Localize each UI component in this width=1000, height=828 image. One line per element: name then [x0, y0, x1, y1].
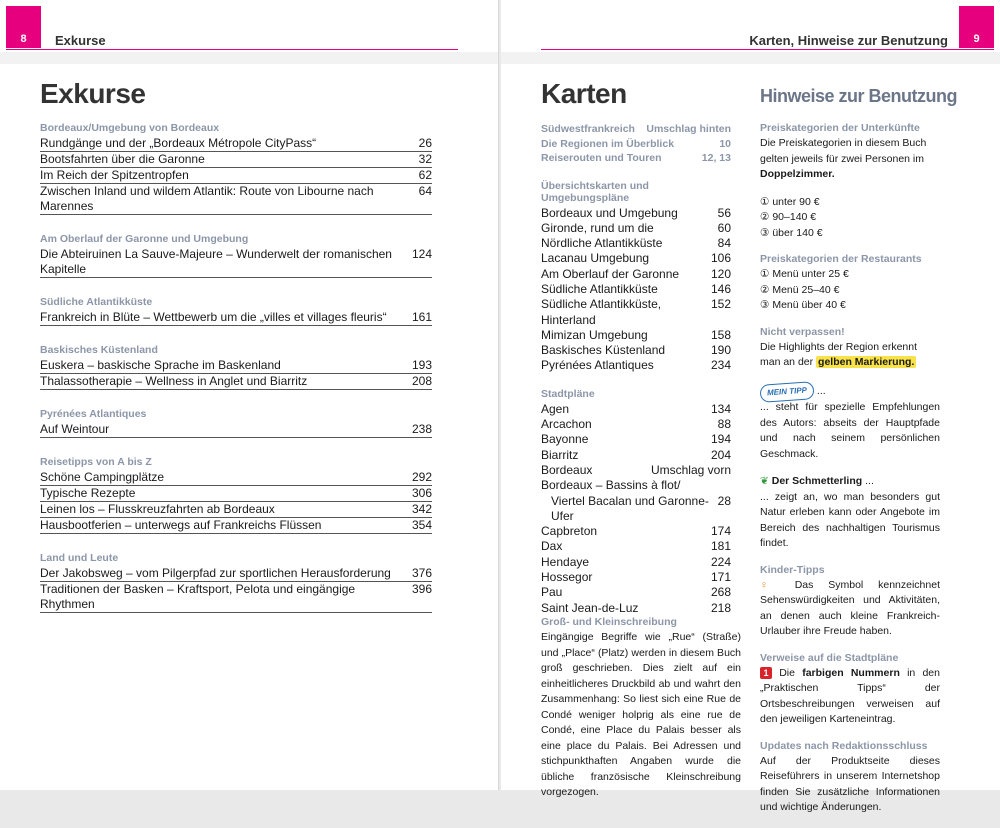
section-heading: Bordeaux/Umgebung von Bordeaux — [40, 122, 220, 134]
map-page: 204 — [710, 447, 731, 462]
toc-entry-page: 376 — [411, 566, 432, 580]
karten-list — [541, 122, 731, 630]
section-heading: Updates nach Redaktionsschluss — [760, 739, 928, 752]
map-name: Lacanau Umgebung — [541, 251, 650, 266]
map-name: Pyrénées Atlantiques — [541, 358, 654, 373]
karten-overview-list — [541, 122, 731, 166]
toc-entry[interactable] — [40, 152, 432, 168]
map-page: 190 — [710, 343, 731, 358]
toc-entry[interactable] — [40, 502, 432, 518]
map-name: Bayonne — [541, 432, 589, 447]
map-list-item — [541, 297, 731, 328]
toc-entry[interactable] — [40, 566, 432, 582]
toc-entry[interactable] — [40, 374, 432, 390]
map-name: Am Oberlauf der Garonne — [541, 266, 680, 281]
map-list-item — [541, 267, 731, 282]
map-page: 88 — [717, 417, 731, 432]
toc-entry-page: 354 — [411, 518, 432, 532]
price-category-item: ① unter 90 € — [760, 195, 820, 208]
map-page: 120 — [710, 266, 731, 281]
map-page: 174 — [710, 524, 731, 539]
map-list-item — [541, 151, 731, 166]
map-number-icon: 1 — [760, 667, 772, 679]
map-page: 60 — [717, 220, 731, 235]
toc-entry[interactable] — [40, 422, 432, 438]
toc-entry-label: Euskera – baskische Sprache im Baskenland — [40, 358, 281, 372]
note-text: Eingängige Begriffe wie „Rue“ (Straße) und „Place“ (Platz) werden in diesem Buch groß geschrieben. Dies zielt auf ein einheitlicheres Druckbild ab und wahrt den Zusammenhang: So liest sich eine Rue de Condé weniger holprig als eine rue de Condé, eine Place du Palais besser als eine place du Palais. Bei Adressen und stichpunkthaften Angaben wurde die übliche französische Kleinschreibung vorgezogen. — [541, 631, 741, 798]
section-heading: Am Oberlauf der Garonne und Umgebung — [40, 233, 249, 245]
toc-entry[interactable] — [40, 518, 432, 534]
map-name: Saint Jean-de-Luz — [541, 600, 639, 615]
map-name: Arcachon — [541, 417, 592, 432]
toc-entry-label: Hausbootferien – unterwegs auf Frankreichs Flüssen — [40, 518, 322, 532]
toc-group — [40, 122, 432, 215]
map-name: Nördliche Atlantikküste — [541, 236, 663, 251]
child-icon: ♀ — [760, 578, 780, 591]
map-page: 171 — [710, 570, 731, 585]
updates-text: Auf der Produktseite dieses Reiseführers in unserem Internetshop finden Sie zusätzliche Informationen und wichtige Änderungen. — [760, 754, 940, 813]
map-list-item — [541, 221, 731, 236]
map-page: 181 — [710, 539, 731, 554]
section-heading: Groß- und Kleinschreibung — [541, 616, 677, 628]
map-page: 146 — [710, 281, 731, 296]
section-heading: Übersichtskarten und Umgebungspläne — [541, 179, 649, 204]
toc-entry-label: Typische Rezepte — [40, 486, 136, 500]
running-header: Karten, Hinweise zur Benutzung — [749, 33, 948, 48]
mein-tipp-icon: MEIN TIPP — [759, 381, 814, 402]
kinder-tipps-section: Kinder-Tipps ♀ Das Symbol kennzeichnet Sehenswürdigkeiten und Aktivitäten, an denen auch kleine Frankreich-Urlauber ihre Freude haben. — [760, 563, 940, 637]
toc-entry-label: Rundgänge und der „Bordeaux Métropole CityPass“ — [40, 136, 317, 150]
toc-entry[interactable] — [40, 358, 432, 374]
map-list-item — [541, 585, 731, 600]
section-heading: Kinder-Tipps — [760, 563, 825, 576]
section-heading: Land und Leute — [40, 552, 119, 564]
map-name: Hendaye — [541, 554, 590, 569]
toc-entry-label: Die Abteiruinen La Sauve-Majeure – Wunderwelt der romanischen Kapitelle — [40, 247, 392, 276]
map-page: 12, 13 — [701, 152, 731, 164]
toc-entry-label: Traditionen der Basken – Kraftsport, Pelota und eingängige Rhythmen — [40, 582, 356, 611]
map-name: Viertel Bacalan und Garonne-Ufer — [551, 493, 709, 523]
map-page: 158 — [710, 327, 731, 342]
toc-entry-label: Frankreich in Blüte – Wettbewerb um die „villes et villages fleuris“ — [40, 310, 387, 324]
map-name: Biarritz — [541, 447, 579, 462]
map-name: Bordeaux – Bassins à flot/ — [541, 478, 681, 493]
map-name: Mimizan Umgebung — [541, 327, 648, 342]
toc-entry[interactable] — [40, 310, 432, 326]
map-page: 234 — [710, 358, 731, 373]
toc-entry-page: 238 — [411, 422, 432, 436]
price-category-item: ② 90–140 € — [760, 211, 817, 223]
karten-uebersicht-group — [541, 180, 731, 374]
map-list-item — [541, 282, 731, 297]
left-page-header — [0, 0, 498, 64]
map-page: 194 — [710, 432, 731, 447]
toc-entry[interactable] — [40, 168, 432, 184]
map-name: Pau — [541, 585, 563, 600]
map-name: Hossegor — [541, 570, 593, 585]
toc-entry-label: Thalassotherapie – Wellness in Anglet und Biarritz — [40, 374, 308, 388]
updates-section — [760, 740, 940, 816]
map-name: Südliche Atlantikküste, Hinterland — [541, 297, 662, 327]
section-heading: Nicht verpassen! — [760, 325, 845, 338]
toc-group — [40, 233, 432, 278]
map-page: Umschlag vorn — [650, 462, 731, 477]
toc-entry-page: 342 — [411, 502, 432, 516]
page-title: Exkurse — [40, 78, 146, 109]
toc-entry-page: 26 — [418, 136, 432, 150]
section-heading: Baskisches Küstenland — [40, 344, 158, 356]
section-heading: Stadtpläne — [541, 387, 595, 400]
toc-entry-label: Zwischen Inland und wildem Atlantik: Route von Libourne nach Marennes — [40, 184, 374, 213]
toc-entry[interactable] — [40, 582, 432, 613]
toc-entry-label: Schöne Campingplätze — [40, 470, 165, 484]
map-name: Die Regionen im Überblick — [541, 137, 675, 150]
map-list-item — [541, 494, 731, 525]
page-number: 8 — [6, 6, 41, 48]
mein-tipp-section: MEIN TIPP ... ... steht für spezielle Empfehlungen des Autors: abseits der Hauptpfade und nach seinem persönlichen Geschmack. — [760, 383, 940, 463]
header-rule — [6, 49, 458, 50]
map-list-item — [541, 122, 731, 137]
toc-entry-page: 161 — [411, 310, 432, 324]
map-list-item — [541, 343, 731, 358]
map-list-item — [541, 417, 731, 432]
map-list-item — [541, 328, 731, 343]
nicht-verpassen-text: Die Highlights der Region erkennt man an der gelben Markierung. — [760, 340, 918, 368]
page-number: 9 — [959, 6, 994, 48]
nicht-verpassen-section — [760, 326, 940, 371]
map-list-item — [541, 358, 731, 373]
map-page: 268 — [710, 585, 731, 600]
toc-entry-label: Auf Weintour — [40, 422, 110, 436]
map-page: Umschlag hinten — [646, 123, 731, 135]
left-page — [0, 0, 499, 790]
map-page: 134 — [710, 401, 731, 416]
toc-entry[interactable] — [40, 184, 432, 215]
price-category-item: ③ Menü über 40 € — [760, 299, 846, 311]
hinweise-column — [760, 122, 940, 828]
karten-stadt-group — [541, 388, 731, 616]
toc-entry[interactable] — [40, 136, 432, 152]
map-list-item — [541, 448, 731, 463]
map-list-item — [541, 432, 731, 447]
highlight-marker: gelben Markierung. — [818, 356, 915, 368]
map-list-item — [541, 137, 731, 152]
map-page: 56 — [717, 205, 731, 220]
header-band — [0, 52, 498, 64]
map-list-item — [541, 601, 731, 616]
price-category-item: ③ über 140 € — [760, 226, 823, 239]
map-list-item — [541, 555, 731, 570]
toc-entry[interactable] — [40, 470, 432, 486]
map-name: Agen — [541, 401, 570, 416]
toc-entry-page: 396 — [411, 582, 432, 596]
butterfly-icon: ❦ — [760, 475, 769, 487]
toc-group — [40, 408, 432, 438]
map-list-item — [541, 524, 731, 539]
unterkuenfte-text: Die Preiskategorien in diesem Buch gelten jeweils für zwei Personen im Doppelzimmer. — [760, 137, 927, 180]
schmetterling-text: ... zeigt an, wo man besonders gut Natur erleben kann oder Angebote im Bereich des nachhaltigen Tourismus findet. — [760, 490, 940, 549]
section-heading: Pyrénées Atlantiques — [40, 408, 147, 420]
toc-entry-page: 292 — [411, 470, 432, 484]
toc-entry-page: 64 — [418, 184, 432, 198]
map-page: 10 — [719, 137, 731, 150]
section-heading: Preiskategorien der Unterkünfte — [760, 122, 920, 134]
map-name: Gironde, rund um die — [541, 220, 654, 235]
hinweise-title: Hinweise zur Benutzung — [760, 86, 958, 106]
toc-entry-page: 124 — [411, 247, 432, 261]
price-category-item: ② Menü 25–40 € — [760, 283, 840, 296]
map-name: Bordeaux und Umgebung — [541, 205, 678, 220]
karten-title: Karten — [541, 78, 627, 109]
header-rule — [541, 49, 994, 50]
section-heading: Reisetipps von A bis Z — [40, 456, 152, 468]
map-list-item — [541, 402, 731, 417]
map-name: Reiserouten und Touren — [541, 152, 662, 164]
mein-tipp-text: ... steht für spezielle Empfehlungen des Autors: abseits der Hauptpfade und nach seinem persönlichen Geschmack. — [760, 401, 940, 460]
toc-entry-page: 306 — [411, 486, 432, 500]
map-list-item — [541, 570, 731, 585]
map-name: Capbreton — [541, 524, 598, 539]
verweise-section: Verweise auf die Stadtpläne 1 Die farbigen Nummern in den „Praktischen Tipps“ der Ortsbeschreibungen verweisen auf den jeweiligen Karteneintrag. — [760, 651, 940, 725]
toc-entry-page: 208 — [411, 374, 432, 388]
unterkuenfte-section — [760, 122, 940, 241]
gross-kleinschreibung-note — [541, 616, 741, 801]
map-name: Dax — [541, 539, 563, 554]
map-list-item — [541, 478, 731, 493]
section-heading: Verweise auf die Stadtpläne — [760, 651, 899, 664]
map-page: 106 — [710, 251, 731, 266]
map-page: 218 — [710, 600, 731, 615]
running-header: Exkurse — [55, 33, 106, 48]
map-name: Südwestfrankreich — [541, 123, 635, 135]
toc-entry-label: Der Jakobsweg – vom Pilgerpfad zur sportlichen Herausforderung — [40, 566, 391, 580]
toc-entry-page: 62 — [418, 168, 432, 182]
price-category-list — [760, 195, 940, 242]
map-list-item — [541, 206, 731, 221]
map-list-item — [541, 236, 731, 251]
map-page: 224 — [710, 554, 731, 569]
toc-entry-page: 193 — [411, 358, 432, 372]
map-name: Bordeaux — [541, 462, 593, 477]
map-list-item — [541, 463, 731, 478]
map-name: Baskisches Küstenland — [541, 343, 666, 358]
map-page: 84 — [717, 236, 731, 251]
header-band — [501, 52, 1000, 64]
toc-group — [40, 456, 432, 534]
map-list-item — [541, 539, 731, 554]
price-category-list — [760, 267, 940, 314]
price-category-item: ① Menü unter 25 € — [760, 268, 849, 280]
section-heading: Preiskategorien der Restaurants — [760, 253, 922, 265]
toc-entry-label: Leinen los – Flusskreuzfahrten ab Bordeaux — [40, 502, 275, 516]
map-page: 152 — [710, 297, 731, 312]
toc-entry-page: 32 — [418, 152, 432, 166]
map-list-item — [541, 251, 731, 266]
right-page-header — [501, 0, 1000, 64]
map-page: 28 — [717, 493, 731, 508]
exkurse-toc — [40, 122, 432, 631]
toc-group — [40, 552, 432, 613]
toc-group — [40, 344, 432, 390]
right-page — [501, 0, 1000, 813]
toc-entry-label: Im Reich der Spitzentropfen — [40, 168, 189, 182]
toc-entry-label: Bootsfahrten über die Garonne — [40, 152, 205, 166]
section-heading: Südliche Atlantikküste — [40, 296, 153, 308]
schmetterling-section: ❦ Der Schmetterling ... ... zeigt an, wo man besonders gut Natur erleben kann oder Angebote im Bereich des nachhaltigen Tourismus findet. — [760, 474, 940, 552]
toc-entry[interactable] — [40, 247, 432, 278]
toc-group — [40, 296, 432, 326]
restaurants-section — [760, 253, 940, 314]
toc-entry[interactable] — [40, 486, 432, 502]
map-name: Südliche Atlantikküste — [541, 281, 658, 296]
